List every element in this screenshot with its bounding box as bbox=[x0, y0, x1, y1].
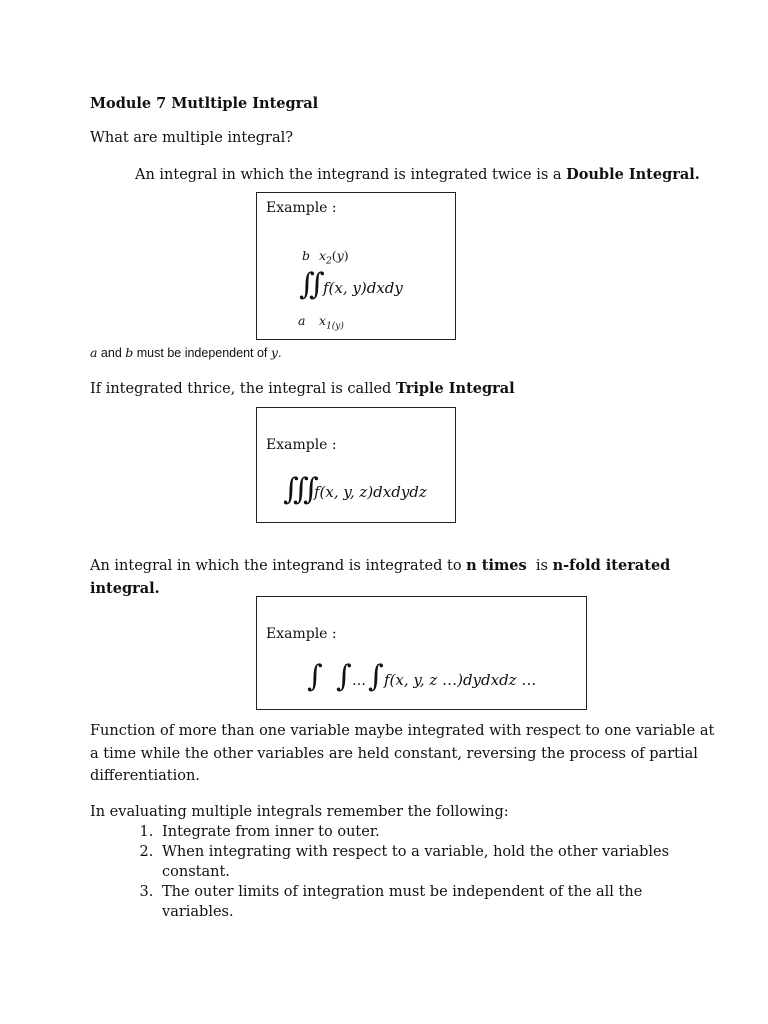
paragraph-line-2: a time while the other variables are held constant, reversing the process of partial bbox=[90, 746, 698, 762]
example-label: Example : bbox=[266, 437, 337, 453]
integral-symbol-2: ∫ bbox=[336, 659, 352, 694]
triple-integral-example-box bbox=[256, 407, 456, 523]
double-integral-term: Double Integral. bbox=[566, 166, 700, 183]
rule-item: 1. Integrate from inner to outer. bbox=[158, 822, 678, 842]
nfold-intro-line2: integral. bbox=[90, 580, 160, 597]
upper-limit-b: b bbox=[302, 248, 311, 263]
integral-symbol-n: ∫ bbox=[368, 659, 384, 694]
question-text: What are multiple integral? bbox=[90, 130, 294, 146]
page-title: Module 7 Mutltiple Integral bbox=[90, 95, 319, 112]
nfold-intro-line1: An integral in which the integrand is integrated to n times is n-fold iterated bbox=[90, 557, 671, 574]
integral-symbol-1: ∫ bbox=[307, 659, 323, 694]
rule-item: 2. When integrating with respect to a variable, hold the other variables constant. bbox=[158, 842, 678, 882]
double-integrand: f(x, y)dxdy bbox=[323, 279, 403, 297]
independence-note: a and b must be independent of y. bbox=[90, 345, 282, 360]
example-label: Example : bbox=[266, 200, 337, 216]
paragraph-line-1: Function of more than one variable maybe integrated with respect to one variable at bbox=[90, 723, 715, 739]
integral-dots: … bbox=[352, 673, 366, 689]
upper-limit-x2: $x_2(y)$ bbox=[319, 248, 349, 267]
triple-integral-term: Triple Integral bbox=[395, 380, 515, 397]
nfold-integral-example-box bbox=[256, 596, 587, 710]
nfold-integrand: f(x, y, z …)dydxdz … bbox=[384, 671, 537, 689]
lower-limit-a: a bbox=[298, 313, 306, 328]
double-integral-symbol: ∬ bbox=[299, 267, 325, 302]
rules-intro: In evaluating multiple integrals remember the following: bbox=[90, 804, 509, 820]
double-integral-intro: An integral in which the integrand is integrated twice is a Double Integral. bbox=[135, 166, 700, 183]
triple-integral-symbol: ∭ bbox=[283, 472, 319, 507]
triple-integral-intro: If integrated thrice, the integral is called Triple Integral bbox=[90, 380, 515, 397]
lower-limit-x1: $x_{1(y)}$ bbox=[319, 313, 344, 332]
example-label: Example : bbox=[266, 626, 337, 642]
rules-list bbox=[133, 822, 678, 922]
double-integral-example-box bbox=[256, 192, 456, 340]
triple-integrand: f(x, y, z)dxdydz bbox=[314, 483, 427, 501]
rule-item: 3. The outer limits of integration must be independent of the all the variables. bbox=[158, 882, 678, 922]
paragraph-line-3: differentiation. bbox=[90, 768, 200, 784]
